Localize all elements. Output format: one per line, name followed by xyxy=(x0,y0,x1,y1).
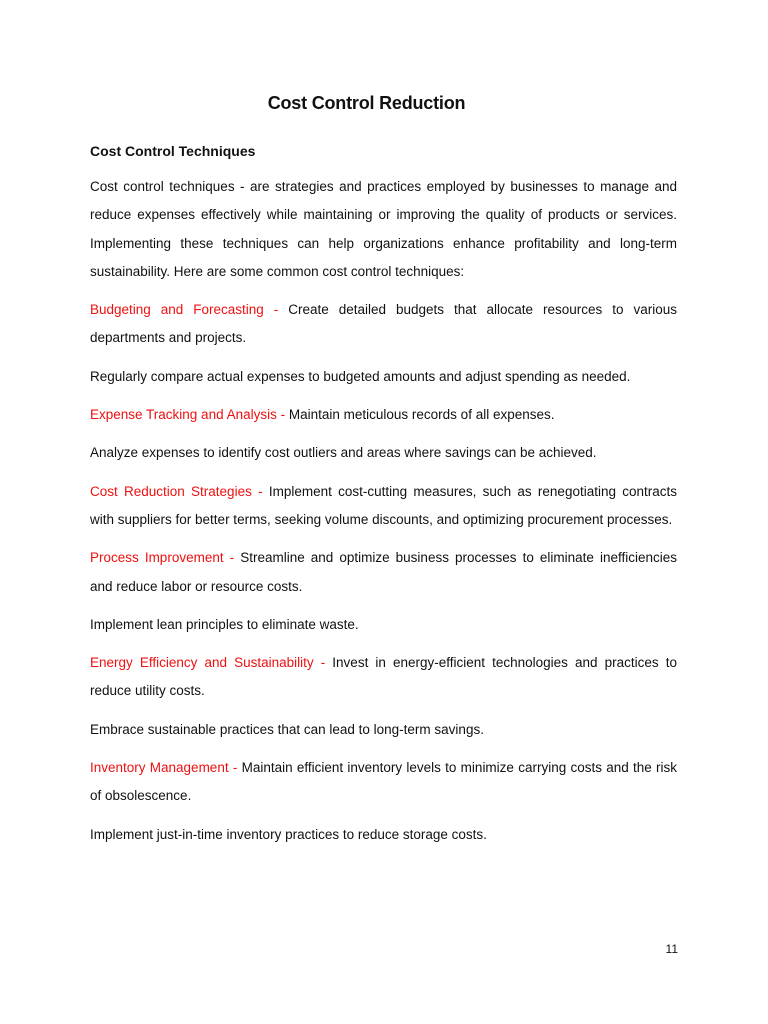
technique-followup-paragraph: Implement lean principles to eliminate waste. xyxy=(90,616,359,632)
technique-paragraph-budgeting xyxy=(90,296,677,353)
section-heading: Cost Control Techniques xyxy=(90,143,256,159)
technique-description: Maintain meticulous records of all expenses. xyxy=(288,407,555,423)
technique-description: Invest in energy-efficient technologies and practices to reduce utility costs. xyxy=(90,655,677,699)
document-body xyxy=(90,139,677,859)
technique-term: Cost Reduction Strategies - xyxy=(90,483,269,499)
technique-term: Energy Efficiency and Sustainability - xyxy=(90,655,333,671)
technique-term: Expense Tracking and Analysis - xyxy=(90,407,289,423)
technique-description: Create detailed budgets that allocate resources to various departments and projects. xyxy=(90,302,677,346)
technique-followup-paragraph: Analyze expenses to identify cost outliers and areas where savings can be achieved. xyxy=(90,445,597,461)
technique-followup-paragraph: Embrace sustainable practices that can lead to long-term savings. xyxy=(90,721,484,737)
technique-followup-paragraph: Implement just-in-time inventory practices to reduce storage costs. xyxy=(90,826,487,842)
technique-followup-paragraph: Regularly compare actual expenses to budgeted amounts and adjust spending as needed. xyxy=(90,368,631,384)
technique-description: Implement cost-cutting measures, such as renegotiating contracts with suppliers for better terms, seeking volume discounts, and optimizing procurement processes. xyxy=(90,483,677,527)
page-title: Cost Control Reduction xyxy=(267,93,466,113)
technique-term: Process Improvement - xyxy=(90,550,241,566)
technique-paragraph-process-improvement xyxy=(90,544,677,601)
technique-term: Budgeting and Forecasting - xyxy=(90,302,289,318)
technique-description: Maintain efficient inventory levels to minimize carrying costs and the risk of obsolescence. xyxy=(90,760,677,804)
technique-paragraph-inventory-management xyxy=(90,754,677,811)
technique-paragraph-energy-efficiency xyxy=(90,649,677,706)
intro-paragraph: Cost control techniques - are strategies and practices employed by businesses to manage and reduce expenses effectively while maintaining or improving the quality of products or services. Implementing these techniques can help organizations enhance profitability and long-term sustainability. Here are some common cost control techniques: xyxy=(90,179,677,279)
technique-term: Inventory Management - xyxy=(90,760,242,776)
technique-paragraph-expense-tracking xyxy=(90,401,677,429)
technique-paragraph-cost-reduction xyxy=(90,478,677,535)
page-number: 11 xyxy=(665,942,678,956)
technique-description: Streamline and optimize business processes to eliminate inefficiencies and reduce labor or resource costs. xyxy=(90,550,678,594)
